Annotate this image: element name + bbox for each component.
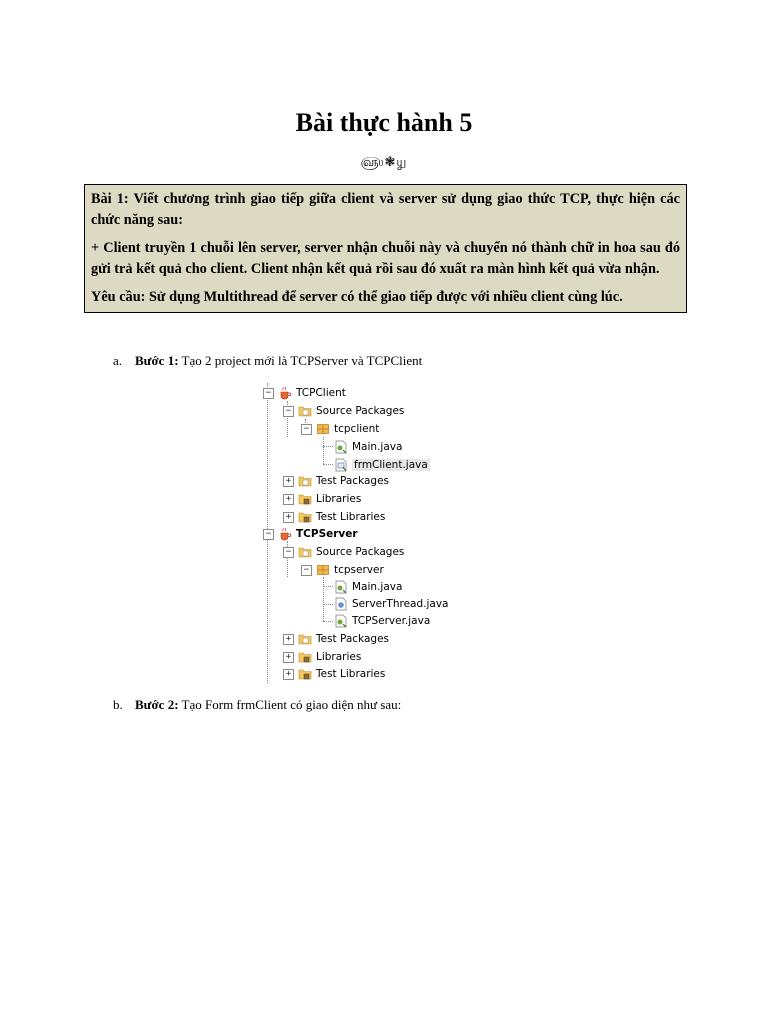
java-file-icon — [334, 440, 348, 454]
collapse-toggle[interactable]: − — [283, 406, 294, 417]
exercise-box — [84, 184, 687, 313]
step-2-marker: b. — [113, 697, 123, 712]
step-1 — [113, 353, 422, 369]
java-class-icon — [334, 597, 348, 611]
tree-item-test-packages[interactable] — [298, 472, 389, 489]
source-folder-icon — [298, 545, 312, 559]
tree-item-libraries[interactable] — [298, 648, 361, 665]
tree-item-label: TCPServer.java — [352, 614, 431, 627]
step-2 — [113, 697, 401, 713]
tree-guide-line — [323, 437, 324, 464]
tree-guide-line — [323, 621, 333, 622]
tree-item-test-libraries[interactable] — [298, 508, 385, 525]
java-file-icon — [334, 614, 348, 628]
expand-toggle[interactable]: + — [283, 634, 294, 645]
tree-item-test-libraries[interactable] — [298, 665, 385, 682]
java-file-icon — [334, 580, 348, 594]
step-1-label: Bước 1: — [135, 353, 179, 368]
step-1-marker: a. — [113, 353, 123, 368]
tree-item-label: tcpclient — [334, 422, 380, 435]
expand-toggle[interactable]: + — [283, 669, 294, 680]
tree-item-test-packages[interactable] — [298, 630, 389, 647]
tree-item-label: TCPClient — [296, 386, 346, 399]
tree-item-libraries[interactable] — [298, 490, 361, 507]
tree-item-label: Main.java — [352, 440, 403, 453]
library-folder-icon — [298, 650, 312, 664]
tree-item-main-java[interactable] — [334, 578, 402, 595]
tree-item-frmclient-java[interactable] — [334, 456, 430, 473]
library-folder-icon — [298, 510, 312, 524]
tree-item-label: frmClient.java — [354, 458, 428, 471]
tree-item-label: TCPServer — [296, 527, 358, 540]
tree-item-label: Source Packages — [316, 545, 405, 558]
step-2-label: Bước 2: — [135, 697, 179, 712]
step-1-text: Tạo 2 project mới là TCPServer và TCPClient — [178, 353, 423, 368]
tree-item-label: ServerThread.java — [352, 597, 449, 610]
tree-item-tcpclient[interactable] — [278, 384, 346, 401]
tree-item-tcpserver-java[interactable] — [334, 612, 430, 629]
tree-item-serverthread-java[interactable] — [334, 595, 448, 612]
tree-item-main-java[interactable] — [334, 438, 402, 455]
tree-guide-line — [323, 446, 333, 447]
form-file-icon — [334, 458, 348, 472]
collapse-toggle[interactable]: − — [283, 547, 294, 558]
tree-item-label: Test Packages — [316, 474, 390, 487]
tree-guide-line — [323, 577, 324, 621]
java-project-icon — [278, 386, 292, 400]
collapse-toggle[interactable]: − — [301, 565, 312, 576]
collapse-toggle[interactable]: − — [263, 388, 274, 399]
java-project-icon — [278, 527, 292, 541]
package-icon — [316, 422, 330, 436]
tree-guide-line — [323, 464, 333, 465]
library-folder-icon — [298, 492, 312, 506]
exercise-requirement: Yêu cầu: Sử dụng Multithread để server có thể giao tiếp được với nhiều client cùng lúc. — [91, 289, 623, 305]
tree-item-label: Test Libraries — [316, 510, 386, 523]
project-tree — [262, 383, 452, 683]
tree-item-tcpserver-package[interactable] — [316, 561, 384, 578]
tree-item-tcpserver[interactable] — [278, 525, 358, 542]
exercise-description: + Client truyền 1 chuỗi lên server, server nhận chuỗi này và chuyển nó thành chữ in hoa sau đó gửi trả kết quả cho client. Client nhận kết quả rồi sau đó xuất ra màn hình kết quả vừa nhận. — [91, 240, 680, 277]
expand-toggle[interactable]: + — [283, 476, 294, 487]
library-folder-icon — [298, 667, 312, 681]
collapse-toggle[interactable]: − — [263, 529, 274, 540]
tree-item-label: Source Packages — [316, 404, 405, 417]
tree-item-label: tcpserver — [334, 563, 384, 576]
tree-item-label: Libraries — [316, 650, 362, 663]
package-icon — [316, 563, 330, 577]
title-ornament: ௵❃௶ — [360, 155, 408, 170]
tree-item-source-packages[interactable] — [298, 543, 404, 560]
collapse-toggle[interactable]: − — [301, 424, 312, 435]
test-folder-icon — [298, 474, 312, 488]
tree-item-label: Test Libraries — [316, 667, 386, 680]
expand-toggle[interactable]: + — [283, 652, 294, 663]
expand-toggle[interactable]: + — [283, 494, 294, 505]
tree-item-label: Test Packages — [316, 632, 390, 645]
tree-item-label: Libraries — [316, 492, 362, 505]
tree-guide-line — [323, 586, 333, 587]
test-folder-icon — [298, 632, 312, 646]
tree-item-tcpclient-package[interactable] — [316, 420, 379, 437]
page-title: Bài thực hành 5 — [295, 108, 473, 137]
step-2-text: Tạo Form frmClient có giao diện như sau: — [178, 697, 402, 712]
tree-item-label: Main.java — [352, 580, 403, 593]
tree-item-source-packages[interactable] — [298, 402, 404, 419]
source-folder-icon — [298, 404, 312, 418]
tree-guide-line — [323, 604, 333, 605]
expand-toggle[interactable]: + — [283, 512, 294, 523]
exercise-statement: Bài 1: Viết chương trình giao tiếp giữa client và server sử dụng giao thức TCP, thực hiện các chức năng sau: — [91, 191, 680, 228]
